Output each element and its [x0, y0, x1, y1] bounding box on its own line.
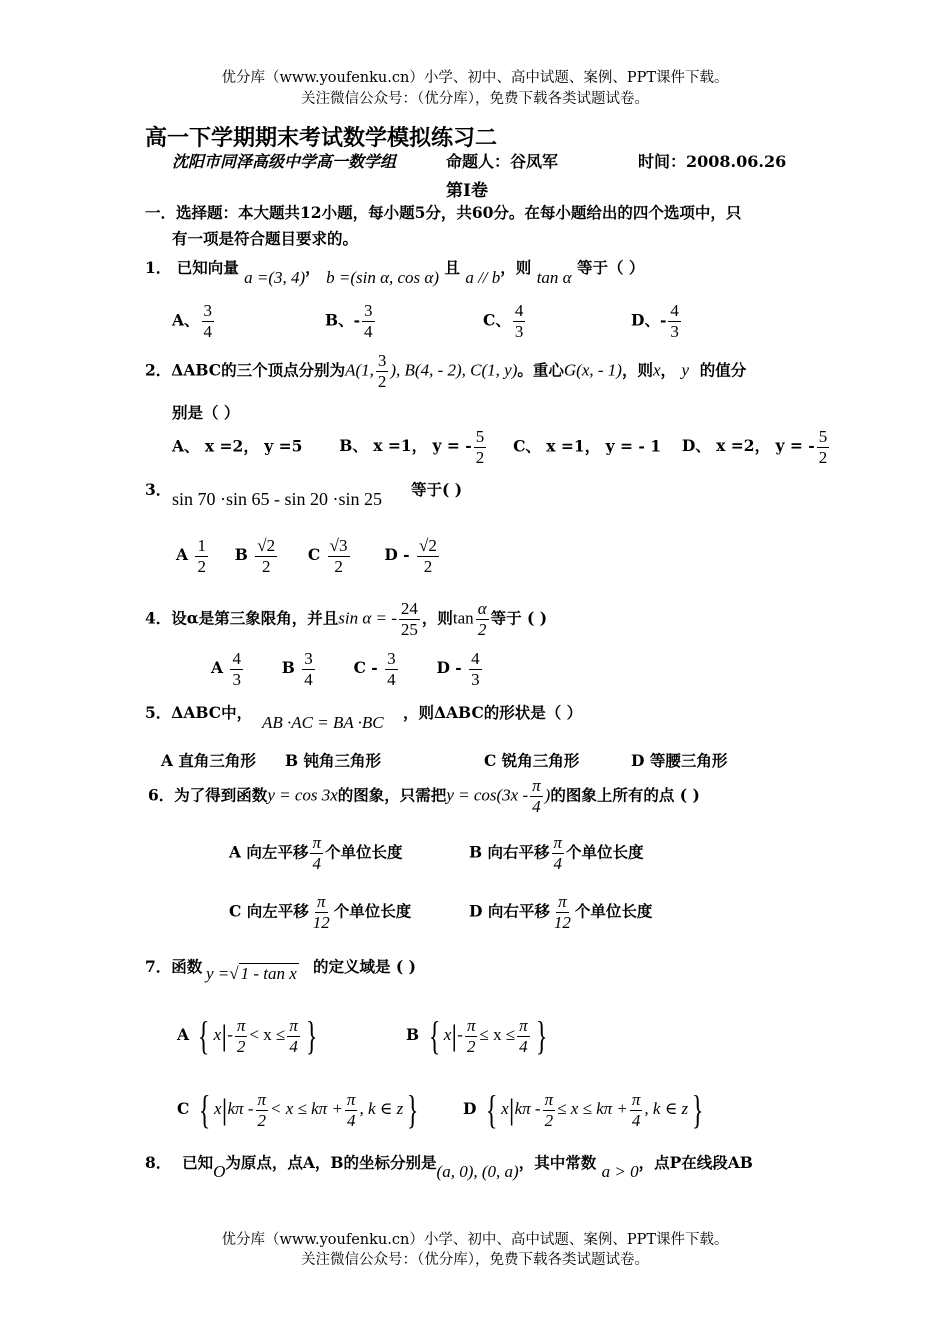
q3-option-d: D - $\frac{√2}{2}$: [384, 536, 437, 576]
q1-tail: 等于（ ）: [577, 258, 645, 277]
q2-option-c: C、 x =1， y = - 1: [513, 436, 662, 456]
question-7: 7．函数: [145, 957, 203, 976]
q1-option-a: A、 $\frac{3}{4}$: [172, 301, 213, 341]
q1-parallel: a // b: [465, 268, 501, 287]
q6-option-d: D 向右平移 $\frac{\pi}{12}$ 个单位长度: [469, 892, 653, 932]
author: 命题人：谷凤军: [446, 152, 559, 171]
exam-date: 时间：2008.06.26: [638, 152, 787, 171]
volume-label: 第Ⅰ卷: [446, 181, 488, 201]
question-2: 2．ΔABC的三个顶点分别为A(1, $\frac{3}{2}$ ), B(4, - 2), C(1, y)。重心G(x, - 1)，则x， y 的值分: [145, 351, 747, 391]
section-instructions-2: 有一项是符合题目要求的。: [172, 229, 359, 248]
q4-options: [211, 650, 484, 689]
q2-line-2: 别是（ ）: [172, 403, 240, 422]
q5-text: 5．ΔABC中，: [145, 703, 253, 722]
q5-option-a: A 直角三角形: [161, 751, 256, 770]
q5-option-d: D 等腰三角形: [631, 751, 728, 770]
q6-option-a: A 向左平移 $\frac{\pi}{4}$ 个单位长度: [229, 833, 403, 873]
q3-options: [176, 537, 441, 576]
q5-expression: AB ·AC = BA ·BC: [262, 713, 384, 732]
section-instructions-1: 一．选择题：本大题共12小题，每小题5分，共60分。在每小题给出的四个选项中，只: [145, 203, 742, 222]
q4-option-d: D - $\frac{4}{3}$: [436, 649, 480, 689]
q1-option-d: D、- $\frac{4}{3}$: [631, 301, 679, 341]
q2-option-d: D、 x =2， y = - $\frac{5}{2}$: [681, 427, 828, 467]
q7-tail: 的定义域是 ( ): [313, 957, 416, 976]
question-1: [145, 256, 645, 287]
q1-and: 且: [444, 258, 460, 277]
q3-option-a: A $\frac{1}{2}$: [176, 536, 206, 576]
q1-vector-a: a =(3, 4): [244, 268, 306, 287]
header-line-1: 优分库（www.youfenku.cn）小学、初中、高中试题、案例、PPT课件下载。: [221, 70, 729, 86]
q5-option-c: C 锐角三角形: [484, 751, 580, 770]
q7-option-c: C { x|kπ - $\frac{\pi}{2}$ < x ≤ kπ + $\frac{\pi}{4}$ , k ∈ z}: [177, 1087, 419, 1132]
page-title: 高一下学期期末考试数学模拟练习二: [145, 125, 498, 151]
q7-option-a: A { x|- $\frac{\pi}{2}$ < x ≤ $\frac{\pi}{4}$ }: [177, 1013, 318, 1058]
q1-number: 1．: [145, 258, 172, 277]
q3-tail: 等于( ): [411, 480, 463, 499]
q1-tan: tan α: [536, 268, 572, 287]
q1-comma: ，: [305, 258, 321, 277]
footer-line-2: 关注微信公众号：（优分库），免费下载各类试题试卷。: [301, 1252, 649, 1268]
q3-option-c: C $\frac{√3}{2}$: [307, 536, 348, 576]
q3-expression: sin 70 ·sin 65 - sin 20 ·sin 25: [172, 489, 383, 509]
q1-vector-b: b =(sin α, cos α): [326, 268, 439, 287]
q3-number: 3．: [145, 480, 172, 499]
q1-then: ，则: [500, 258, 532, 277]
q5-option-b: B 钝角三角形: [285, 751, 381, 770]
question-4: 4．设α是第三象限角，并且sin α = - $\frac{24}{25}$ ，则tan $\frac{\alpha}{2}$ 等于 ( ): [145, 599, 548, 639]
question-8: 8． 已知O为原点，点A，B的坐标分别是(a, 0), (0, a)，其中常数 a > 0，点P在线段AB: [145, 1153, 753, 1181]
q4-option-c: C - $\frac{3}{4}$: [353, 649, 396, 689]
school-name: 沈阳市同泽高级中学高一数学组: [172, 152, 397, 171]
q6-option-c: C 向左平移 $\frac{\pi}{12}$ 个单位长度: [229, 892, 412, 932]
q2-option-a: A、 x =2， y =5: [172, 436, 303, 456]
q5-tail: ，则ΔABC的形状是（ ）: [403, 703, 583, 722]
question-6: 6．为了得到函数y = cos 3x的图象，只需把y = cos(3x - $\frac{\pi}{4}$ )的图象上所有的点 ( ): [148, 776, 700, 816]
q1-option-b: B、- $\frac{3}{4}$: [325, 301, 373, 341]
q1-option-c: C、 $\frac{4}{3}$: [483, 301, 524, 341]
q2-options: [172, 428, 831, 467]
q7-function: y =√ 1 - tan x: [206, 964, 297, 983]
q3-option-b: B $\frac{√2}{2}$: [234, 536, 276, 576]
q4-option-a: A $\frac{4}{3}$: [211, 649, 241, 689]
q7-option-d: D { x|kπ - $\frac{\pi}{2}$ ≤ x ≤ kπ + $\frac{\pi}{4}$ , k ∈ z}: [463, 1087, 704, 1132]
q4-option-b: B $\frac{3}{4}$: [281, 649, 313, 689]
q6-option-b: B 向右平移 $\frac{\pi}{4}$ 个单位长度: [469, 833, 644, 873]
footer-line-1: 优分库（www.youfenku.cn）小学、初中、高中试题、案例、PPT课件下载。: [221, 1232, 729, 1248]
q7-option-b: B { x|- $\frac{\pi}{2}$ ≤ x ≤ $\frac{\pi}{4}$ }: [406, 1013, 548, 1058]
header-line-2: 关注微信公众号：（优分库），免费下载各类试题试卷。: [301, 91, 649, 107]
q2-option-b: B、 x =1， y = - $\frac{5}{2}$: [339, 427, 485, 467]
q1-text: 已知向量: [176, 258, 239, 277]
